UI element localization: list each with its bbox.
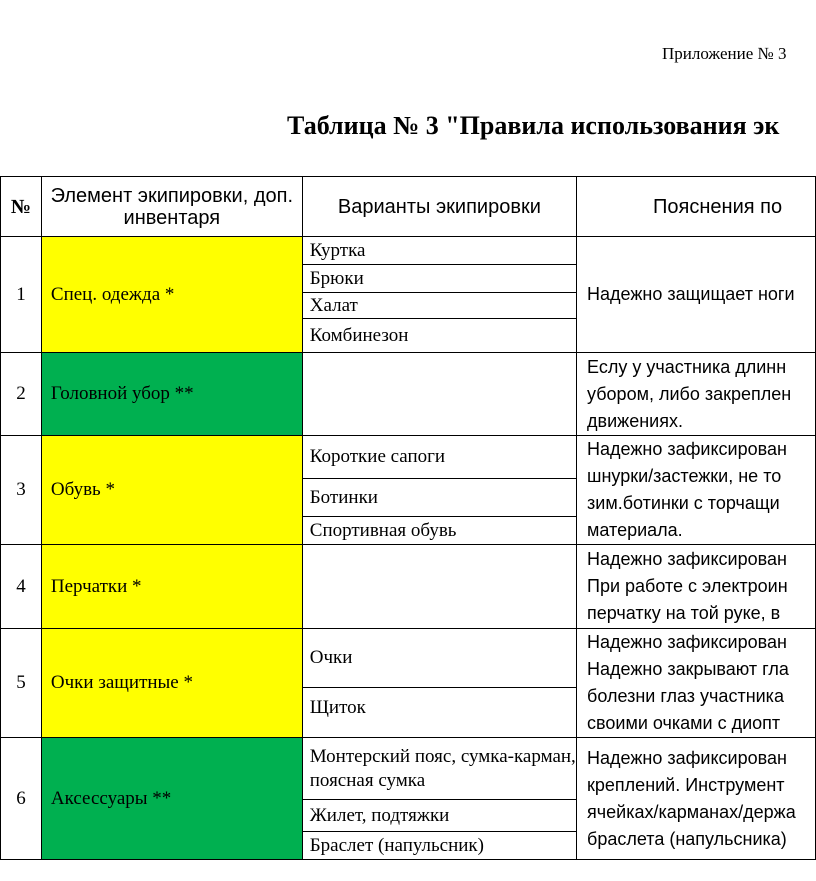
row-number: 2 xyxy=(1,353,42,436)
row-note xyxy=(577,237,816,353)
variant-item: Спортивная обувь xyxy=(303,516,576,544)
header-variants: Варианты экипировки xyxy=(302,177,576,237)
note-line: При работе с электроин xyxy=(587,576,788,596)
row-note xyxy=(577,545,816,629)
row-variants xyxy=(302,237,576,353)
row-number: 3 xyxy=(1,436,42,545)
note-line: ячейках/карманах/держа xyxy=(587,801,796,822)
table-header-row xyxy=(1,177,816,237)
row-number: 6 xyxy=(1,738,42,860)
variant-item: Брюки xyxy=(303,264,576,292)
row-variants xyxy=(302,436,576,545)
note-line: зим.ботинки с торчащи xyxy=(587,493,780,513)
row-element: Очки защитные * xyxy=(41,629,302,738)
note-line: Надежно защищает ноги xyxy=(587,284,795,304)
table-row xyxy=(1,237,816,353)
note-line: Надежно зафиксирован xyxy=(587,632,787,652)
variant-item: Короткие сапоги xyxy=(309,446,446,467)
note-line: шнурки/застежки, не то xyxy=(587,466,782,486)
variant-item: Очки xyxy=(309,647,353,668)
note-line: движениях. xyxy=(587,410,683,431)
equipment-rules-table xyxy=(0,176,816,860)
header-element: Элемент экипировки, доп. инвентаря xyxy=(41,177,302,237)
note-line: материала. xyxy=(587,520,683,540)
note-line: Надежно зафиксирован xyxy=(587,549,787,569)
header-number: № xyxy=(1,177,42,237)
row-variants xyxy=(302,629,576,738)
row-variants xyxy=(302,545,576,629)
row-note xyxy=(577,629,816,738)
variant-item: Браслет (напульсник) xyxy=(303,831,576,859)
note-line: своими очками с диопт xyxy=(587,713,781,733)
table-row xyxy=(1,738,816,860)
row-number: 1 xyxy=(1,237,42,353)
row-note xyxy=(577,738,816,860)
variant-item: Ботинки xyxy=(303,478,576,516)
row-variants xyxy=(302,738,576,860)
row-element: Обувь * xyxy=(41,436,302,545)
row-element: Головной убор ** xyxy=(41,353,302,436)
variant-item: Жилет, подтяжки xyxy=(303,799,576,831)
row-number: 5 xyxy=(1,629,42,738)
row-number: 4 xyxy=(1,545,42,629)
table-title: Таблица № 3 "Правила использования эк xyxy=(287,111,780,140)
note-line: убором, либо закреплен xyxy=(587,383,792,404)
table-row xyxy=(1,436,816,545)
note-line: перчатку на той руке, в xyxy=(587,603,781,623)
note-line: болезни глаз участника xyxy=(587,686,784,706)
variant-item: Халат xyxy=(303,292,576,318)
variant-item: Монтерский пояс, сумка-карман, поясная сумка xyxy=(309,745,576,791)
variant-item: Комбинезон xyxy=(303,318,576,352)
note-line: браслета (напульсника) xyxy=(587,828,787,849)
table-row xyxy=(1,629,816,738)
header-notes: Пояснения по xyxy=(577,177,816,237)
table-row xyxy=(1,353,816,436)
appendix-label: Приложение № 3 xyxy=(662,44,787,63)
row-variants xyxy=(302,353,576,436)
row-element: Аксессуары ** xyxy=(41,738,302,860)
note-line: Надежно зафиксирован xyxy=(587,439,787,459)
note-line: Надежно закрывают гла xyxy=(587,659,789,679)
variant-item: Щиток xyxy=(303,687,576,727)
row-note xyxy=(577,353,816,436)
row-note xyxy=(577,436,816,545)
row-element: Перчатки * xyxy=(41,545,302,629)
row-element: Спец. одежда * xyxy=(41,237,302,353)
variant-item: Куртка xyxy=(309,239,366,261)
note-line: Еслу у участника длинн xyxy=(587,356,787,377)
note-line: креплений. Инструмент xyxy=(587,774,785,795)
note-line: Надежно зафиксирован xyxy=(587,747,787,768)
table-row xyxy=(1,545,816,629)
